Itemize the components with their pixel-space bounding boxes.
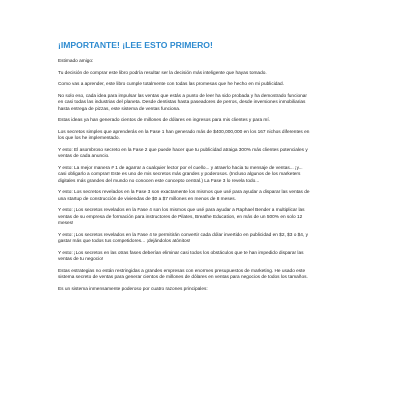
paragraph: Y esto: ¡Los secretos revelados en la Fase 4 te permitirán convertir cada dólar invertido en publicidad en $2, $3 o $4, y gastar más que todos tus competidores... ¡dejándolos atónitos! [58, 232, 308, 244]
paragraph: Es un sistema inmensamente poderoso por cuatro razones principales: [58, 286, 208, 292]
paragraph: Tu decisión de comprar este libro podría resultar ser la decisión más inteligente que hayas tomado. [58, 70, 267, 76]
paragraph: Y esto: El asombroso secreto en la Fase 2 que puede hacer que tu publicidad atraiga 300% más clientes potenciales y ventas de cada anuncio. [58, 148, 308, 160]
paragraph: Estas ideas ya han generado cientos de millones de dólares en ingresos para mis clientes y para mí. [58, 118, 271, 124]
paragraph: Y esto: ¡Los secretos revelados en la Fase 4 son los mismos que usé para ayudar a Raphael Bender a multiplicar las ventas de su empresa de formación para instructores de Pilates, Breathe Education, en más de un 500% en solo 12 meses! [58, 208, 305, 226]
paragraph: No solo eso, cada idea para impulsar las ventas que estás a punto de leer ha sido probada y ha demostrado funcionar en casi todas las industrias del planeta. Desde dentistas hasta paseadores de perros, desde inversiones inmobiliarias hasta entrega de pizzas, este sistema de ventas funciona. [58, 94, 308, 112]
paragraph: Y esto: La mejor manera # 1 de agarrar a cualquier lector por el cuello... y atraerlo hacia tu mensaje de ventas... ¡y... casi obligarlo a comprar! Este es uno de mis secretos más grandes y poderosos. (Incluso algunos de los marketers digitales más grandes del mundo no conocen este concepto central.) La Fase 3 lo revela todo... [58, 166, 303, 184]
paragraph: Los secretos simples que aprenderás en la Fase 1 han generado más de $400,000,000 en los 167 nichos diferentes en los que los he implementado. [58, 130, 310, 142]
paragraph-greeting: Estimado amigo: [58, 59, 94, 64]
document-title: ¡IMPORTANTE! ¡LEE ESTO PRIMERO! [58, 40, 213, 50]
paragraph: Y esto: Los secretos revelados en la Fase 3 son exactamente los mismos que usé para ayudar a disparar las ventas de una startup de construcción de viviendas de $0 a $7 millones en menos de 8 meses. [58, 190, 310, 202]
paragraph: Y esto: ¡Los secretos en las otras fases deberían eliminar casi todos los obstáculos que te han impedido disparar las ventas de tu negocio! [58, 250, 304, 262]
paragraph: Como vas a aprender, este libro cumple totalmente con todas las promesas que he hecho en mi publicidad. [58, 82, 285, 88]
paragraph: Estas estrategias no están restringidas a grandes empresas con enormes presupuestos de marketing. He usado este sistema secreto de ventas para generar cientos de millones de dólares en ventas para negocios de todos los tamaños. [58, 268, 308, 280]
